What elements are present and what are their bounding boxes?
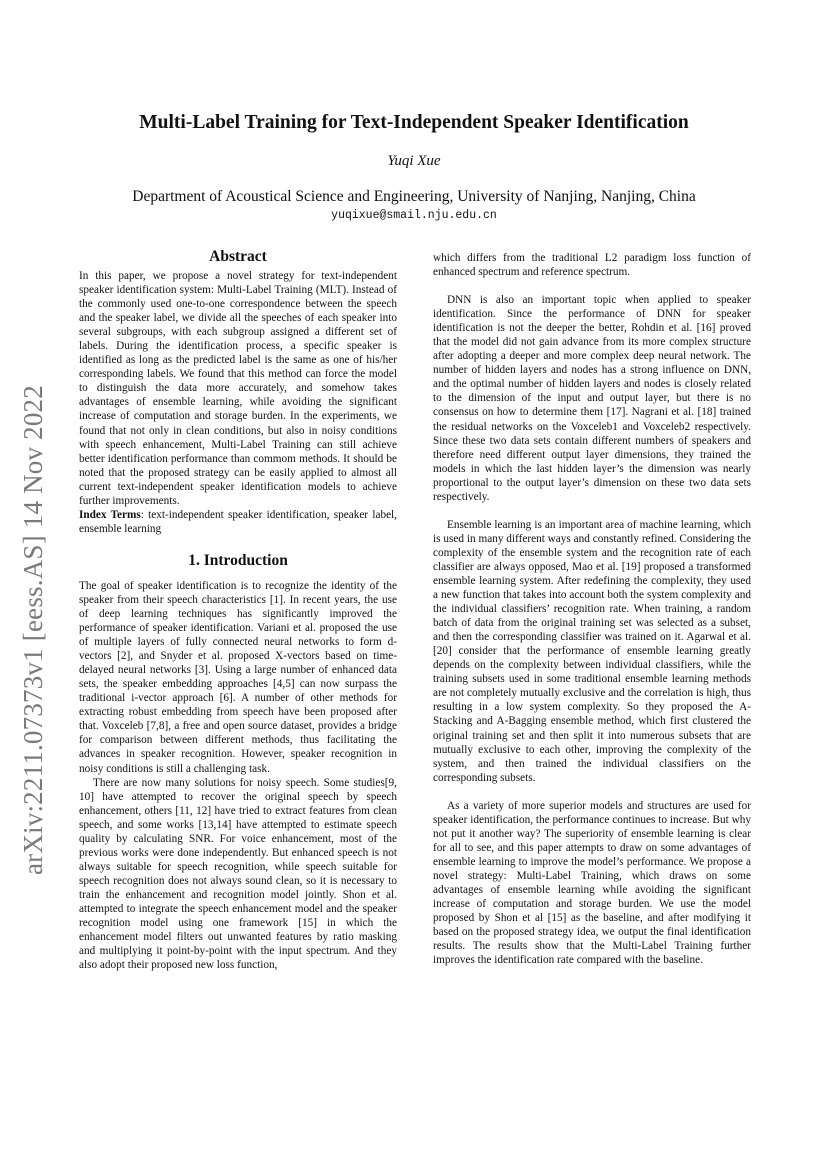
index-terms-label: Index Terms: [79, 508, 141, 521]
abstract-heading: Abstract: [209, 248, 267, 265]
body-paragraph: As a variety of more superior models and structures are used for speaker identification, the performance continues to increase. But why not put it another way? The superiority of ensemble learning is clear for all to see, and this paper attempts to draw on some advantages of ensemble learning to improve the model’s performance. We propose a novel strategy: Multi-Label Training, which draws on some advantages of ensemble learning while avoiding the significant increase of computation and storage burden. We use the model proposed by Shon et al [15] as the baseline, and after modifying it based on the proposed strategy idea, we output the final identification results. The results show that the Multi-Label Training further improves the identification rate compared with the baseline.: [433, 799, 751, 967]
index-terms: [79, 508, 397, 536]
author-email: yuqixue@smail.nju.edu.cn: [331, 209, 497, 222]
author-name: Yuqi Xue: [387, 153, 441, 169]
body-paragraph: Ensemble learning is an important area of machine learning, which is used in many different ways and constantly refined. Considering the complexity of the ensemble system and the recognition rate of each classifier are always opposed, Mao et al. [19] proposed a transformed ensemble learning system. After redefining the complexity, they used a new function that takes into account both the system complexity and the individual classifiers’ recognition rate. When training, a random batch of data from the original training set was selected as a subset, and then the corresponding classifier was trained on it. Agarwal et al. [20] consider that the performance of ensemble learning greatly depends on the complexity between individual classifiers, while the training subsets used in some traditional ensemble learning methods are not completely mutually exclusive and the correlation is high, thus resulting in a low system complexity. So they proposed the A-Stacking and A-Bagging ensemble method, which first clustered the original training set and then split it into numerous subsets that are mutually exclusive to each other, improving the complexity of the system, and then trained the individual classifiers on the corresponding subsets.: [433, 518, 751, 784]
abstract-text: In this paper, we propose a novel strategy for text-independent speaker identification system: Multi-Label Training (MLT). Instead of the commonly used one-to-one correspondence between the speech and the speaker label, we divide all the speeches of each speaker into several subgroups, with each subgroup assigned a different set of labels. During the identification process, a specific speaker is identified as long as the predicted label is the same as one of his/her corresponding labels. We found that this method can force the model to distinguish the data more accurately, and somehow takes advantages of ensemble learning, while avoiding the significant increase of computation and storage burden. In the experiments, we found that not only in clean conditions, but also in noisy conditions with speech enhancement, Multi-Label Training can still achieve better identification performance than commom methods. It should be noted that the proposed strategy can be easily applied to almost all current text-independent speaker identification models to achieve further improvements.: [79, 270, 397, 507]
body-paragraph: DNN is also an important topic when applied to speaker identification. Since the performance of DNN for speaker identification is not the deeper the better, Rohdin et al. [16] proved that the model did not gain advance from its more complex structure after adopting a deeper and more complex deep neural network. The number of hidden layers and nodes has a strong influence on DNN, and the optimal number of hidden layers and nodes is closely related to the dimension of the input and output layer, but there is no consensus on how to determine them [17]. Nagrani et al. [18] trained the residual networks on the Voxceleb1 and Voxceleb2 respectively. Since these two data sets contain different numbers of speakers and therefore need different output layer dimensions, they trained the models in which the last hidden layer’s the dimension was nearly proportional to the output layer’s dimension on these two data sets respectively.: [433, 294, 751, 503]
paper-title: Multi-Label Training for Text-Independent Speaker Identification: [139, 112, 689, 133]
body-paragraph: which differs from the traditional L2 paradigm loss function of enhanced spectrum and reference spectrum.: [433, 252, 751, 279]
left-column: [79, 248, 397, 972]
intro-paragraph: There are now many solutions for noisy speech. Some studies[9, 10] have attempted to recover the original speech by speech enhancement, others [11, 12] have tried to extract features from clean speech, and some works [13,14] have attempted to estimate speech quality by calculating SNR. For voice enhancement, most of the previous works were done independently. But enhanced speech is not always suitable for speech recognition, while speech suitable for speech recognition does not always sound clean, so it is necessary to train the enhancement and recognition model jointly. Shon et al. attempted to integrate the speech enhancement model and the speaker recognition model using one framework [15] in which the enhancement model filters out unwanted features by ratio masking and multiplying it point-by-point with the input spectrum. And they also adopt their proposed new loss function,: [79, 776, 397, 972]
introduction-heading: 1. Introduction: [188, 551, 288, 569]
index-terms-text: : text-independent speaker identification, speaker label, ensemble learning: [79, 508, 397, 535]
affiliation: Department of Acoustical Science and Engineering, University of Nanjing, Nanjing, China: [132, 188, 696, 205]
arxiv-identifier: arXiv:2211.07373v1 [eess.AS] 14 Nov 2022: [18, 385, 48, 875]
right-column: [433, 251, 751, 967]
intro-paragraph: The goal of speaker identification is to recognize the identity of the speaker from their speech characteristics [1]. In recent years, the use of deep learning techniques has significantly improved the performance of speaker identification. Variani et al. proposed the use of multiple layers of fully connected neural networks to form d-vectors [2], and Snyder et al. proposed X-vectors based on time-delayed neural networks [3]. Using a large number of enhanced data sets, the speaker embedding approaches [4,5] can now surpass the traditional i-vector approach [6]. A number of other methods for extracting robust embedding from speech have been proposed after that. Voxceleb [7,8], a free and open source dataset, provides a bridge for comparison between different methods, thus facilitating the advances in speaker recognition. However, speaker recognition in noisy conditions is still a challenging task.: [79, 579, 397, 775]
